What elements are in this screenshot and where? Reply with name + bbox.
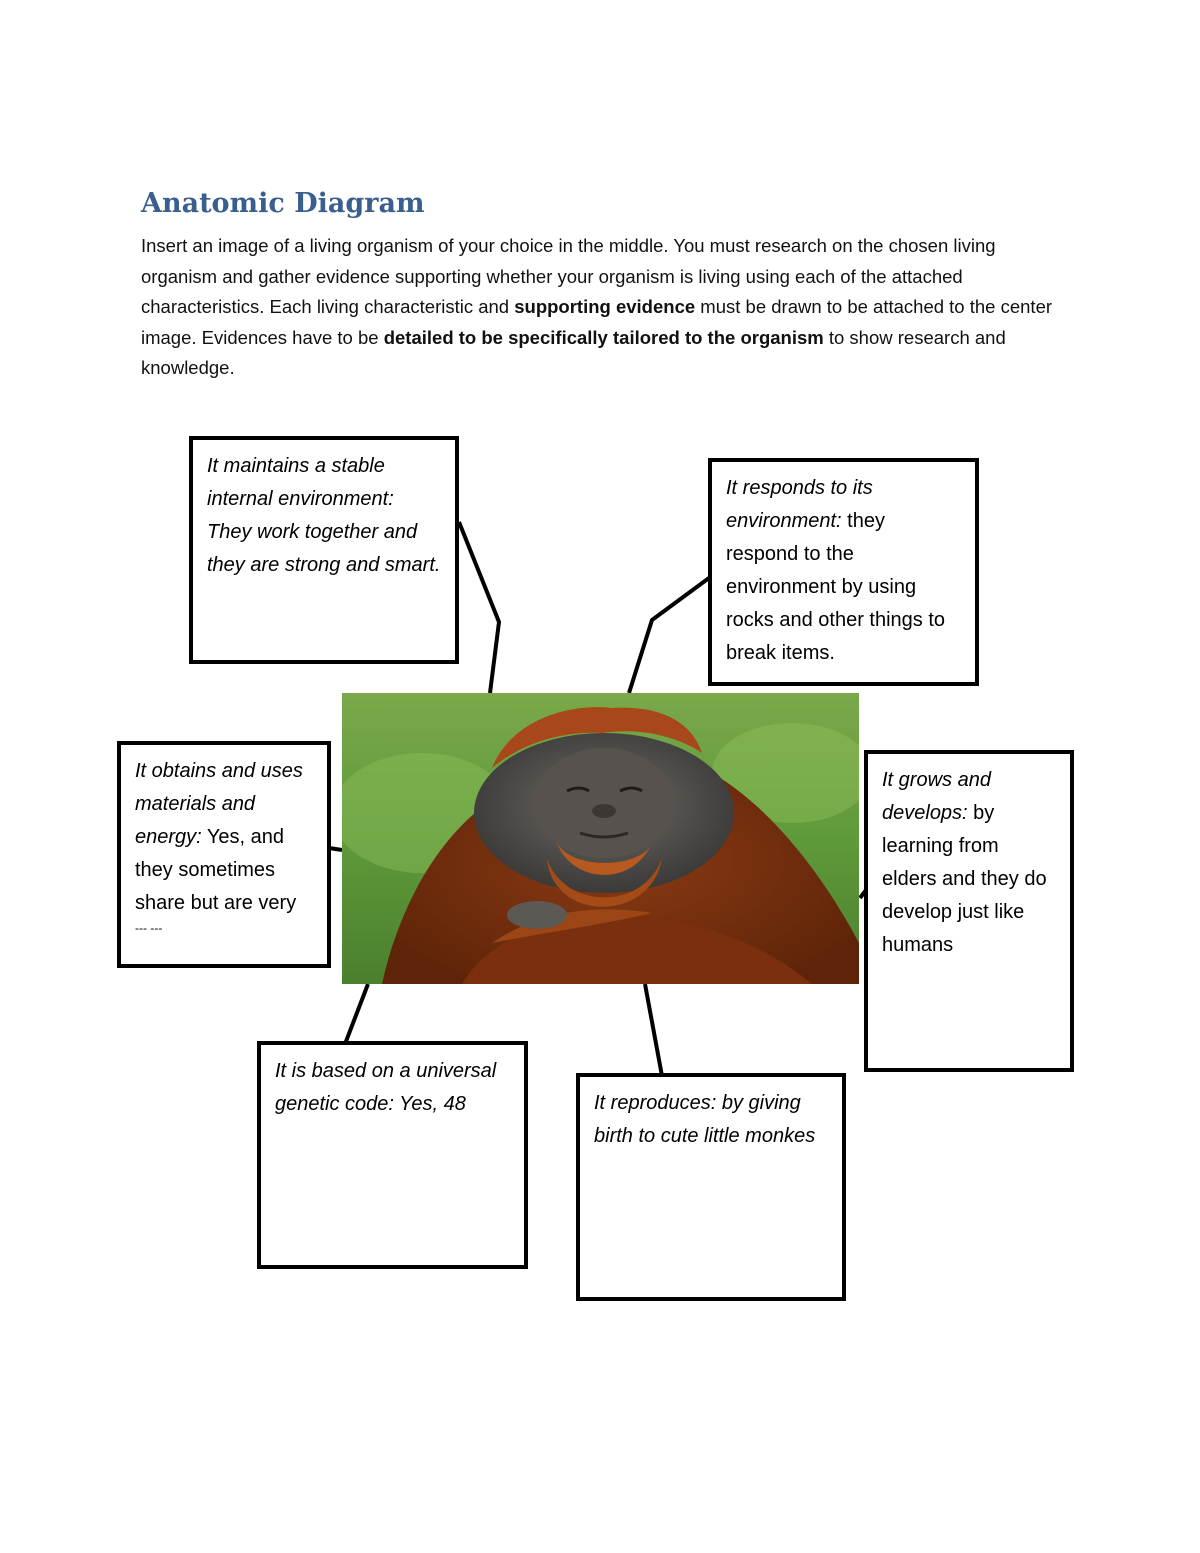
- intro-text-1: Insert an image of a living organism of your choice in the middle. You must research on the chosen living organism and gather evidence supporting whether your organism is living using each of the attached characteristics. Each living characteristic and: [141, 235, 996, 317]
- intro-text-3: to show research and knowledge.: [141, 326, 1006, 378]
- box-obtains-label: It obtains and uses materials and energy:: [135, 760, 303, 848]
- box-responds-environment: [708, 458, 979, 686]
- box-stable-text: It maintains a stable internal environment: They work together and they are strong and smart.: [207, 455, 441, 576]
- page-title: Anatomic Diagram: [141, 188, 425, 219]
- connector-genetic: [345, 984, 368, 1044]
- box-obtains-answer: Yes, and they sometimes share but are very: [135, 826, 297, 914]
- connector-responds: [629, 578, 709, 693]
- box-obtains-cutoff: --- ---: [135, 921, 163, 935]
- box-reproduces-text: It reproduces: by giving birth to cute little monkes: [594, 1092, 816, 1147]
- box-genetic-text: It is based on a universal genetic code: Yes, 48: [275, 1060, 497, 1115]
- intro-text-2: must be drawn to be attached to the center image. Evidences have to be: [141, 296, 1053, 348]
- box-grows-answer: by learning from elders and they do develop just like humans: [882, 802, 1047, 956]
- box-stable-environment: [189, 436, 459, 664]
- orangutan-photo: [342, 693, 859, 984]
- intro-bold-2: detailed to be specifically tailored to the organism: [383, 326, 824, 348]
- intro-bold-1: supporting evidence: [514, 296, 696, 317]
- connector-stable: [459, 522, 499, 693]
- box-genetic-code: [257, 1041, 528, 1269]
- box-grows-develops: [864, 750, 1074, 1072]
- box-grows-label: It grows and develops:: [882, 769, 991, 824]
- box-obtains-energy: [117, 741, 331, 968]
- box-reproduces: [576, 1073, 846, 1301]
- box-responds-answer: they respond to the environment by using rocks and other things to break items.: [726, 510, 946, 664]
- box-responds-label: It responds to its environment:: [726, 477, 873, 532]
- connector-reproduces: [645, 984, 662, 1076]
